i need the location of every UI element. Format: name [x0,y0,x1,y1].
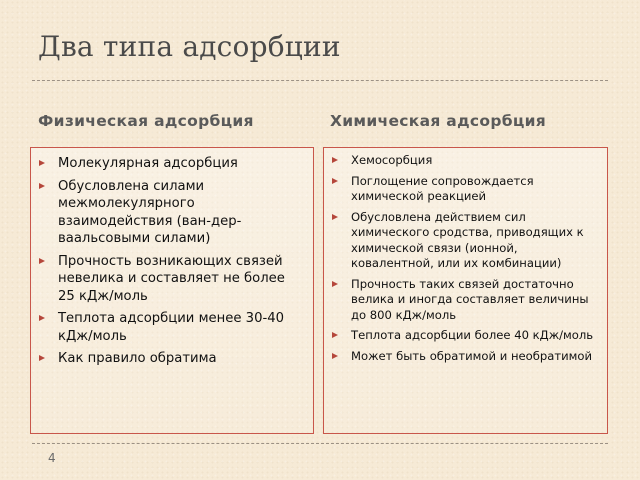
list-item [330,349,601,365]
triangle-bullet-icon [332,214,338,220]
page-number: 4 [48,451,56,465]
list-item [37,253,305,306]
physical-adsorption-box [30,147,314,434]
list-item-text: Прочность таких связей достаточно велика и иногда составляет величины до 800 кДж/моль [351,276,589,322]
list-item-text: Хемосорбция [351,153,433,167]
list-item-text: Теплота адсорбции менее 30-40 кДж/моль [58,311,284,344]
triangle-bullet-icon [332,281,338,287]
triangle-bullet-icon [332,178,338,184]
triangle-bullet-icon [39,315,45,321]
triangle-bullet-icon [332,157,338,163]
list-item-text: Обусловлена действием сил химического сродства, приводящих к химической связи (ионной, ковалентной, или их комбинации) [351,209,584,270]
list-item-text: Как правило обратима [58,351,217,366]
list-item [330,277,601,324]
physical-adsorption-heading: Физическая адсорбция [38,112,254,130]
chemical-adsorption-heading: Химическая адсорбция [330,112,547,130]
triangle-bullet-icon [39,160,45,166]
list-item [37,350,305,368]
list-item-text: Теплота адсорбции более 40 кДж/моль [351,328,594,342]
triangle-bullet-icon [332,332,338,338]
list-item-text: Поглощение сопровождается химической реакцией [351,173,534,203]
chemical-adsorption-box [323,147,608,434]
chemical-adsorption-list [324,148,607,364]
list-item-text: Обусловлена силами межмолекулярного взаимодействия (ван-дер-ваальсовыми силами) [58,178,242,246]
slide-title: Два типа адсорбции [38,30,341,63]
triangle-bullet-icon [39,258,45,264]
list-item [330,174,601,205]
list-item [330,153,601,169]
triangle-bullet-icon [332,353,338,359]
bottom-divider [32,443,608,444]
triangle-bullet-icon [39,355,45,361]
list-item [37,155,305,173]
list-item [37,178,305,248]
list-item-text: Молекулярная адсорбция [58,156,238,171]
list-item-text: Может быть обратимой и необратимой [351,348,593,363]
physical-adsorption-list [31,148,313,368]
top-divider [32,80,608,81]
list-item-text: Прочность возникающих связей невелика и составляет не более 25 кДж/моль [58,253,285,304]
list-item [330,328,601,344]
list-item [330,210,601,272]
list-item [37,310,305,345]
triangle-bullet-icon [39,183,45,189]
